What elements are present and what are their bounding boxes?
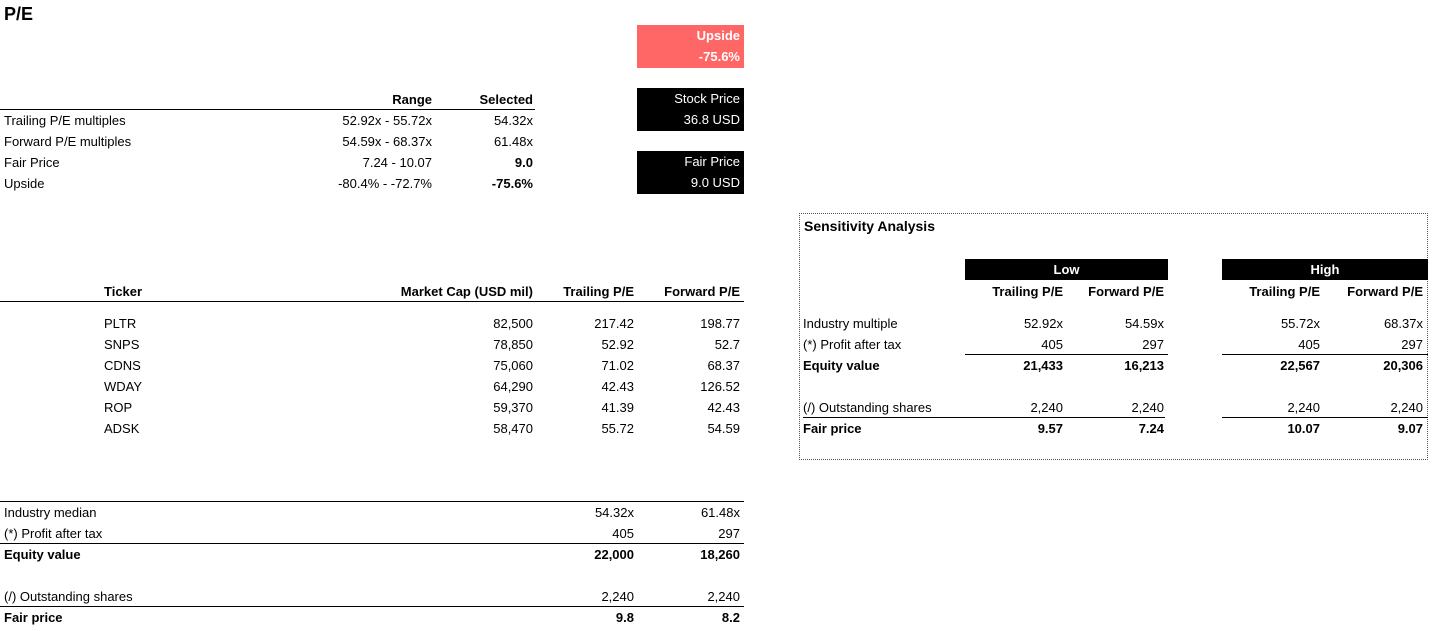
sens-high-forward: 20,306 [1383, 358, 1423, 373]
upside-badge-value: -75.6% [698, 49, 740, 64]
peer-trailing: 217.42 [594, 316, 634, 331]
peer-forward: 198.77 [700, 316, 740, 331]
fair-price-label: Fair Price [684, 154, 740, 169]
peer-ticker: SNPS [104, 337, 140, 352]
valuation-trailing: 22,000 [594, 547, 634, 562]
sens-low-forward: 54.59x [1124, 316, 1164, 331]
sens-high-trailing-header: Trailing P/E [1249, 284, 1320, 299]
sens-low-trailing: 2,240 [1030, 400, 1063, 415]
sens-row-label: (/) Outstanding shares [803, 400, 932, 415]
valuation-forward: 8.2 [721, 610, 740, 625]
fair-price-value: 9.0 USD [690, 175, 740, 190]
peer-trailing: 71.02 [601, 358, 634, 373]
peer-trailing: 41.39 [601, 400, 634, 415]
peers-header-trailing: Trailing P/E [563, 284, 634, 299]
sens-high-trailing: 405 [1298, 337, 1320, 352]
summary-row-selected: -75.6% [491, 176, 533, 191]
peers-header-ticker: Ticker [104, 284, 143, 299]
summary-row-selected: 61.48x [493, 134, 533, 149]
upside-badge [637, 25, 744, 68]
summary-row-selected: 9.0 [514, 155, 533, 170]
sens-low-forward: 2,240 [1131, 400, 1164, 415]
peer-ticker: PLTR [104, 316, 137, 331]
sens-low-forward: 297 [1142, 337, 1164, 352]
peer-ticker: ROP [104, 400, 133, 415]
valuation-trailing: 405 [612, 526, 634, 541]
summary-row-label: Forward P/E multiples [4, 134, 132, 149]
peer-trailing: 52.92 [601, 337, 634, 352]
sens-row-label: (*) Profit after tax [803, 337, 902, 352]
sens-high-forward: 9.07 [1397, 421, 1423, 436]
summary-row-label: Fair Price [4, 155, 60, 170]
sens-high-trailing: 55.72x [1280, 316, 1320, 331]
sens-row-label: Fair price [803, 421, 862, 436]
peers-header-forward: Forward P/E [664, 284, 740, 299]
sens-high-trailing: 10.07 [1287, 421, 1320, 436]
valuation-row-label: Equity value [4, 547, 81, 562]
sens-row-label: Industry multiple [803, 316, 898, 331]
peer-market-cap: 58,470 [493, 421, 533, 436]
sens-high-trailing: 2,240 [1287, 400, 1320, 415]
peer-trailing: 55.72 [601, 421, 634, 436]
peer-trailing: 42.43 [601, 379, 634, 394]
summary-row-range: 54.59x - 68.37x [342, 134, 432, 149]
summary-header-range: Range [392, 92, 432, 107]
valuation-trailing: 54.32x [594, 505, 634, 520]
valuation-row-label: (/) Outstanding shares [4, 589, 133, 604]
summary-row-range: -80.4% - -72.7% [338, 176, 432, 191]
peer-forward: 42.43 [707, 400, 740, 415]
sens-high-forward: 297 [1401, 337, 1423, 352]
peer-market-cap: 75,060 [493, 358, 533, 373]
peer-forward: 68.37 [707, 358, 740, 373]
fair-price-badge [637, 151, 744, 194]
sens-row-label: Equity value [803, 358, 880, 373]
summary-row-label: Upside [4, 176, 45, 191]
sensitivity-high-header: High [1222, 259, 1428, 280]
peer-market-cap: 78,850 [493, 337, 533, 352]
upside-badge-label: Upside [696, 28, 740, 43]
summary-row-range: 7.24 - 10.07 [362, 155, 432, 170]
sens-low-forward-header: Forward P/E [1088, 284, 1164, 299]
valuation-forward: 18,260 [700, 547, 740, 562]
sens-low-trailing: 405 [1041, 337, 1063, 352]
sens-low-trailing: 52.92x [1023, 316, 1063, 331]
valuation-row-label: (*) Profit after tax [4, 526, 103, 541]
sens-low-trailing-header: Trailing P/E [992, 284, 1063, 299]
summary-row-label: Trailing P/E multiples [4, 113, 126, 128]
sens-low-trailing: 21,433 [1023, 358, 1063, 373]
valuation-forward: 297 [718, 526, 740, 541]
peer-forward: 126.52 [700, 379, 740, 394]
valuation-row-label: Fair price [4, 610, 63, 625]
sens-high-trailing: 22,567 [1280, 358, 1320, 373]
peer-ticker: ADSK [104, 421, 140, 436]
sensitivity-low-header: Low [965, 259, 1168, 280]
sens-low-forward: 7.24 [1138, 421, 1164, 436]
sens-low-trailing: 9.57 [1037, 421, 1063, 436]
summary-row-selected: 54.32x [493, 113, 533, 128]
peer-forward: 52.7 [714, 337, 740, 352]
valuation-forward: 2,240 [707, 589, 740, 604]
stock-price-badge [637, 88, 744, 131]
stock-price-value: 36.8 USD [683, 112, 740, 127]
sens-high-forward: 2,240 [1390, 400, 1423, 415]
peers-header-market-cap: Market Cap (USD mil) [400, 284, 533, 299]
peer-market-cap: 59,370 [493, 400, 533, 415]
summary-header-selected: Selected [479, 92, 533, 107]
peer-forward: 54.59 [707, 421, 740, 436]
valuation-trailing: 2,240 [601, 589, 634, 604]
sens-high-forward-header: Forward P/E [1347, 284, 1423, 299]
sensitivity-title: Sensitivity Analysis [804, 218, 935, 234]
summary-row-range: 52.92x - 55.72x [342, 113, 432, 128]
valuation-forward: 61.48x [700, 505, 740, 520]
peer-ticker: CDNS [104, 358, 141, 373]
sens-low-forward: 16,213 [1124, 358, 1164, 373]
sens-high-forward: 68.37x [1383, 316, 1423, 331]
peer-market-cap: 64,290 [493, 379, 533, 394]
valuation-row-label: Industry median [4, 505, 97, 520]
peer-market-cap: 82,500 [493, 316, 533, 331]
valuation-trailing: 9.8 [615, 610, 634, 625]
stock-price-label: Stock Price [674, 91, 740, 106]
peer-ticker: WDAY [104, 379, 143, 394]
page-title: P/E [4, 4, 34, 24]
